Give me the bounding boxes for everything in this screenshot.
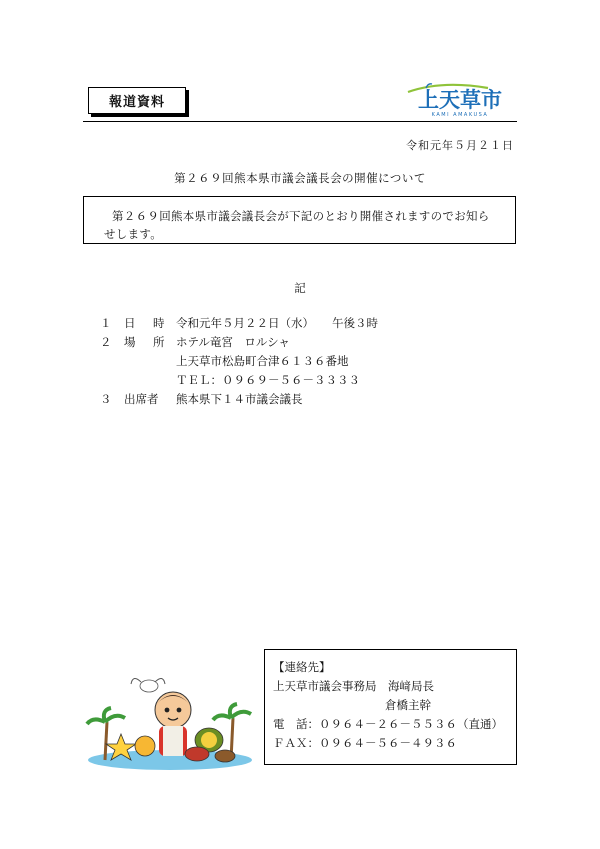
detail-number: ３ (100, 392, 112, 406)
contact-person-1: 海﨑局長 (388, 679, 434, 693)
press-release-label: 報道資料 (88, 87, 186, 114)
contact-person-2: 倉橋主幹 (385, 698, 431, 712)
logo-subtext: KAMI AMAKUSA (431, 112, 489, 118)
details-list (100, 314, 378, 409)
mascot-characters-illustration (85, 662, 255, 772)
detail-label: 場 所 (124, 335, 168, 349)
detail-value: 熊本県下１４市議会議長 (176, 392, 303, 406)
detail-number: ２ (100, 335, 112, 349)
detail-row-datetime (100, 314, 378, 333)
notice-box: 第２６９回熊本県市議会議長会が下記のとおり開催されますのでお知らせします。 (83, 196, 516, 244)
detail-row-attendees (100, 390, 378, 409)
page-title: 第２６９回熊本県市議会議長会の開催について (174, 171, 426, 185)
logo-text: 上天草市 (418, 88, 502, 112)
detail-row-venue (100, 333, 378, 352)
contact-box (264, 649, 517, 765)
detail-time: 午後３時 (332, 316, 378, 330)
release-date: 令和元年５月２１日 (406, 139, 514, 152)
detail-value: ホテル竜宮 ロルシャ (176, 335, 290, 349)
detail-value: 令和元年５月２２日（水） (176, 316, 314, 330)
contact-phone: 電 話：０９６４－２６－５５３６（直通） (273, 717, 503, 731)
contact-office-line (273, 677, 508, 696)
detail-number: １ (100, 316, 112, 330)
contact-office: 上天草市議会事務局 (273, 679, 377, 693)
contact-fax: ＦＡＸ：０９６４－５６－４９３６ (273, 736, 457, 750)
venue-address: 上天草市松島町合津６１３６番地 (176, 354, 349, 368)
kamiamakusa-city-logo (402, 78, 518, 118)
contact-heading: 【連絡先】 (273, 660, 331, 674)
detail-label: 日 時 (124, 316, 168, 330)
venue-tel: ＴＥＬ：０９６９－５６－３３３３ (176, 373, 360, 387)
ki-heading: 記 (294, 281, 306, 295)
detail-label: 出席者 (124, 392, 159, 406)
header-rule (83, 121, 517, 122)
